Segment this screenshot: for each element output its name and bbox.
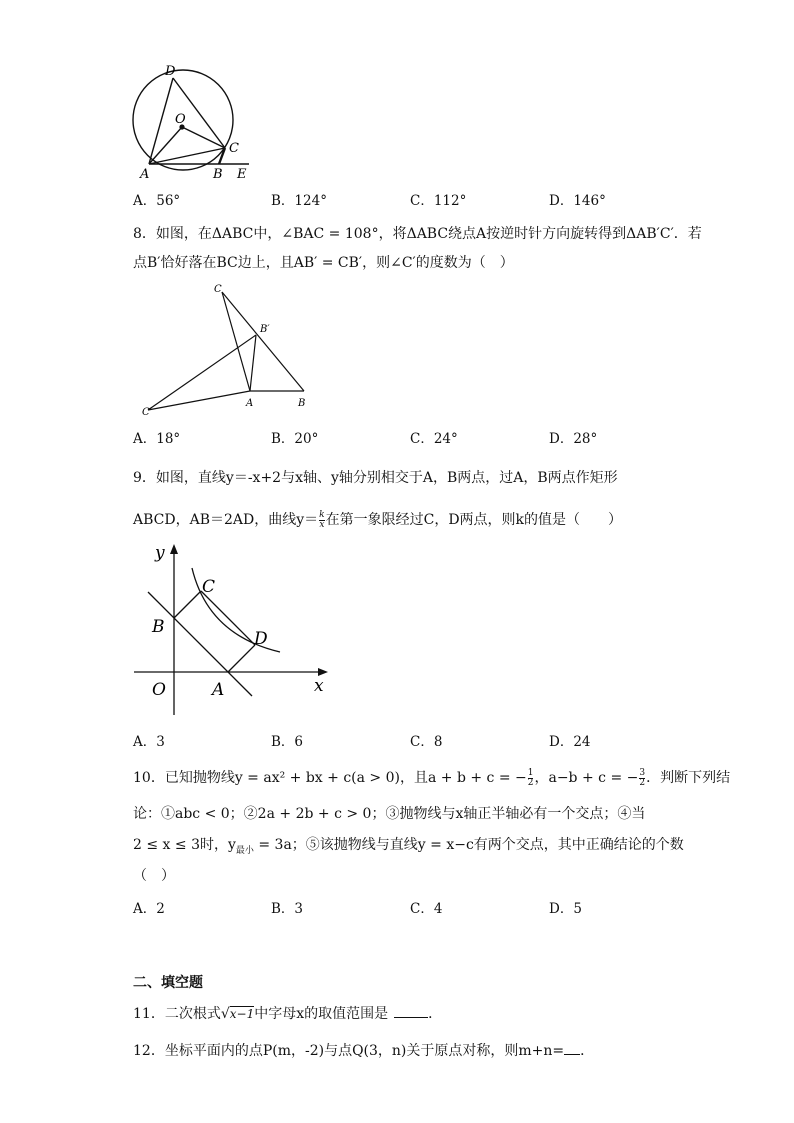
q11-post: 中字母x的取值范围是 — [254, 1006, 389, 1022]
q10-line1-post: ．判断下列结 — [646, 770, 731, 786]
q10-question-line4: （ ） — [133, 868, 175, 884]
q10-question-line3 — [133, 835, 684, 861]
q10-option-d: D．5 — [549, 901, 582, 917]
q9-label-x: x — [314, 676, 324, 696]
q9-label-A: A — [212, 680, 225, 700]
q10-frac2-num: 3 — [639, 767, 646, 778]
q7-label-D: D — [165, 64, 176, 79]
q9-line2-post: 在第一象限经过C，D两点，则k的值是（ ） — [325, 512, 623, 528]
q10-line3-sub: 最小 — [235, 845, 254, 856]
q9-label-C: C — [202, 577, 216, 597]
q8-option-c: C．24° — [410, 431, 458, 447]
q7-option-d: D．146° — [549, 193, 606, 209]
q12-end: ． — [580, 1043, 595, 1059]
q9-coordinate-figure — [130, 540, 340, 720]
q10-frac1 — [528, 769, 534, 788]
q11-answer-blank[interactable] — [394, 1003, 428, 1018]
q7-label-B: B — [213, 167, 223, 182]
q8-option-a: A．18° — [133, 431, 181, 447]
q9-frac-den: x — [319, 519, 325, 530]
section-title-fill-blank: 二、填空题 — [133, 975, 203, 991]
q8-option-d: D．28° — [549, 431, 598, 447]
q10-option-c: C．4 — [410, 901, 443, 917]
q9-label-B: B — [152, 617, 165, 637]
q11-radicand: x−1 — [229, 1007, 255, 1021]
q10-question-line1 — [133, 768, 730, 788]
q10-line1-pre: 10．已知抛物线y = ax² + bx + c(a > 0)，且a + b + c = − — [133, 770, 527, 786]
q8-option-b: B．20° — [271, 431, 319, 447]
q9-label-O: O — [152, 680, 166, 700]
q7-option-a: A．56° — [133, 193, 181, 209]
q11-pre: 11．二次根式 — [133, 1006, 221, 1022]
q8-label-B: B — [298, 398, 306, 409]
q9-fraction — [319, 511, 324, 530]
q9-option-b: B．6 — [271, 734, 304, 750]
q12-text: 12．坐标平面内的点P(m，-2)与点Q(3，n)关于原点对称，则m+n= — [133, 1043, 565, 1059]
q8-question-line1: 8．如图，在ΔABC中，∠BAC = 108°，将ΔABC绕点A按逆时针方向旋转得到ΔAB′C′．若 — [133, 226, 702, 242]
q10-option-b: B．3 — [271, 901, 304, 917]
q7-label-A: A — [140, 167, 150, 182]
q9-option-a: A．3 — [133, 734, 165, 750]
q9-question-line2 — [133, 510, 622, 530]
q8-label-C: C — [214, 284, 222, 295]
q12-answer-blank[interactable] — [564, 1040, 580, 1055]
q8-question-line2: 点B′恰好落在BC边上，且AB′ = CB′，则∠C′的度数为（ ） — [133, 255, 514, 271]
q10-question-line2: 论：①abc < 0；②2a + 2b + c > 0；③抛物线与x轴正半轴必有一个交点；④当 — [133, 806, 646, 822]
q11-question — [133, 1003, 442, 1024]
q9-label-D: D — [254, 629, 268, 649]
q7-option-c: C．112° — [410, 193, 467, 209]
q7-label-O: O — [175, 112, 186, 127]
q7-label-C: C — [229, 141, 239, 156]
q9-option-c: C．8 — [410, 734, 443, 750]
q10-frac1-den: 2 — [527, 777, 534, 788]
q8-label-A: A — [246, 398, 254, 409]
q9-question-line1: 9．如图，直线y＝-x+2与x轴、y轴分别相交于A，B两点，过A，B两点作矩形 — [133, 470, 618, 486]
q11-sqrt-sign: √ — [220, 1006, 230, 1022]
q10-frac1-num: 1 — [527, 767, 534, 778]
q9-option-d: D．24 — [549, 734, 591, 750]
q10-frac2-den: 2 — [639, 777, 646, 788]
q10-option-a: A．2 — [133, 901, 165, 917]
q8-label-Bp: B′ — [260, 324, 270, 335]
q9-line2-pre: ABCD，AB＝2AD，曲线y＝ — [133, 512, 319, 528]
q10-line1-mid: ，a−b + c = − — [534, 770, 639, 786]
q7-circle-figure — [125, 58, 255, 183]
q7-label-E: E — [237, 167, 247, 182]
q11-end: ． — [428, 1006, 443, 1022]
q10-line3-pre: 2 ≤ x ≤ 3时，y — [133, 837, 236, 853]
q9-frac-num: k — [319, 509, 325, 520]
q7-option-b: B．124° — [271, 193, 327, 209]
q10-frac2 — [639, 769, 645, 788]
q8-label-Cp: C′ — [142, 407, 152, 418]
q12-question — [133, 1040, 594, 1061]
q9-label-y: y — [155, 543, 165, 563]
q8-rotation-figure — [138, 280, 318, 420]
q10-line3-post: = 3a；⑤该抛物线与直线y = x−c有两个交点，其中正确结论的个数 — [253, 837, 684, 853]
